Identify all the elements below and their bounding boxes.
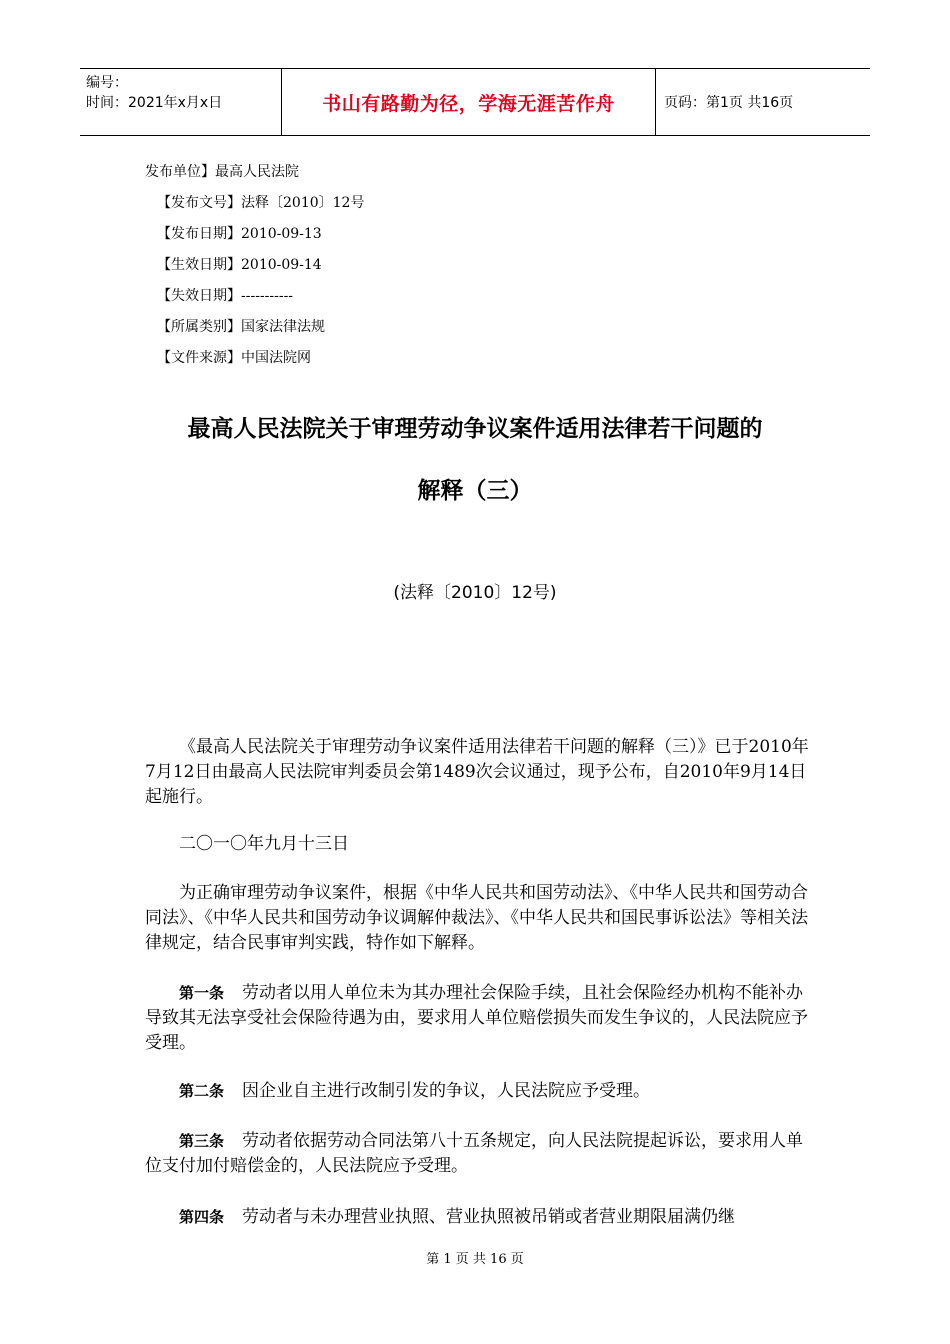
article-3 bbox=[145, 1129, 810, 1179]
article-text: 劳动者依据劳动合同法第八十五条规定，向人民法院提起诉讼，要求用人单位支付加付赔偿金的，人民法院应予受理。 bbox=[145, 1131, 804, 1176]
article-text: 劳动者与未办理营业执照、营业执照被吊销或者营业期限届满仍继 bbox=[242, 1207, 736, 1227]
article-4 bbox=[145, 1205, 810, 1230]
page-header bbox=[80, 68, 870, 136]
meta-issue-date: 【发布日期】2010-09-13 bbox=[157, 226, 322, 242]
page-info: 页码：第1页 共16页 bbox=[664, 95, 794, 111]
article-label: 第三条 bbox=[179, 1132, 225, 1150]
announcement-paragraph: 《最高人民法院关于审理劳动争议案件适用法律若干问题的解释（三）》已于2010年7月12日由最高人民法院审判委员会第1489次会议通过，现予公布，自2010年9月14日起施行。 bbox=[145, 737, 809, 807]
meta-effective-date: 【生效日期】2010-09-14 bbox=[157, 257, 322, 273]
preamble-paragraph: 为正确审理劳动争议案件，根据《中华人民共和国劳动法》、《中华人民共和国劳动合同法》、《中华人民共和国劳动争议调解仲裁法》、《中华人民共和国民事诉讼法》等相关法律规定，结合民事审判实践，特作如下解释。 bbox=[145, 883, 808, 953]
code-label: 编号： bbox=[86, 75, 128, 91]
article-label: 第二条 bbox=[179, 1082, 225, 1100]
meta-issuer: 发布单位】最高人民法院 bbox=[145, 164, 299, 180]
meta-doc-no: 【发布文号】法释〔2010〕12号 bbox=[157, 195, 365, 211]
header-page-info bbox=[656, 69, 870, 135]
meta-category: 【所属类别】国家法律法规 bbox=[157, 319, 325, 335]
header-info bbox=[80, 69, 281, 135]
date-line: 时间：2021年x月x日 bbox=[86, 95, 223, 111]
document-metadata bbox=[145, 162, 364, 379]
page-footer: 第 1 页 共 16 页 bbox=[426, 1252, 524, 1267]
document-number-subtitle: (法释〔2010〕12号) bbox=[393, 583, 557, 603]
document-title-line-2: 解释（三） bbox=[417, 478, 533, 504]
meta-expiry-date: 【失效日期】----------- bbox=[157, 288, 294, 304]
article-2 bbox=[145, 1079, 810, 1104]
article-label: 第四条 bbox=[179, 1208, 225, 1226]
document-title-line-1: 最高人民法院关于审理劳动争议案件适用法律若干问题的 bbox=[187, 416, 763, 442]
article-label: 第一条 bbox=[179, 984, 225, 1002]
date-paragraph: 二〇一〇年九月十三日 bbox=[179, 834, 349, 854]
article-text: 劳动者以用人单位未为其办理社会保险手续，且社会保险经办机构不能补办导致其无法享受社会保险待遇为由，要求用人单位赔偿损失而发生争议的，人民法院应予受理。 bbox=[145, 983, 808, 1053]
meta-source: 【文件来源】中国法院网 bbox=[157, 350, 311, 366]
article-text: 因企业自主进行改制引发的争议，人民法院应予受理。 bbox=[242, 1081, 651, 1101]
header-motto-cell bbox=[281, 69, 656, 135]
article-1 bbox=[145, 981, 810, 1056]
motto: 书山有路勤为径，学海无涯苦作舟 bbox=[322, 92, 615, 115]
